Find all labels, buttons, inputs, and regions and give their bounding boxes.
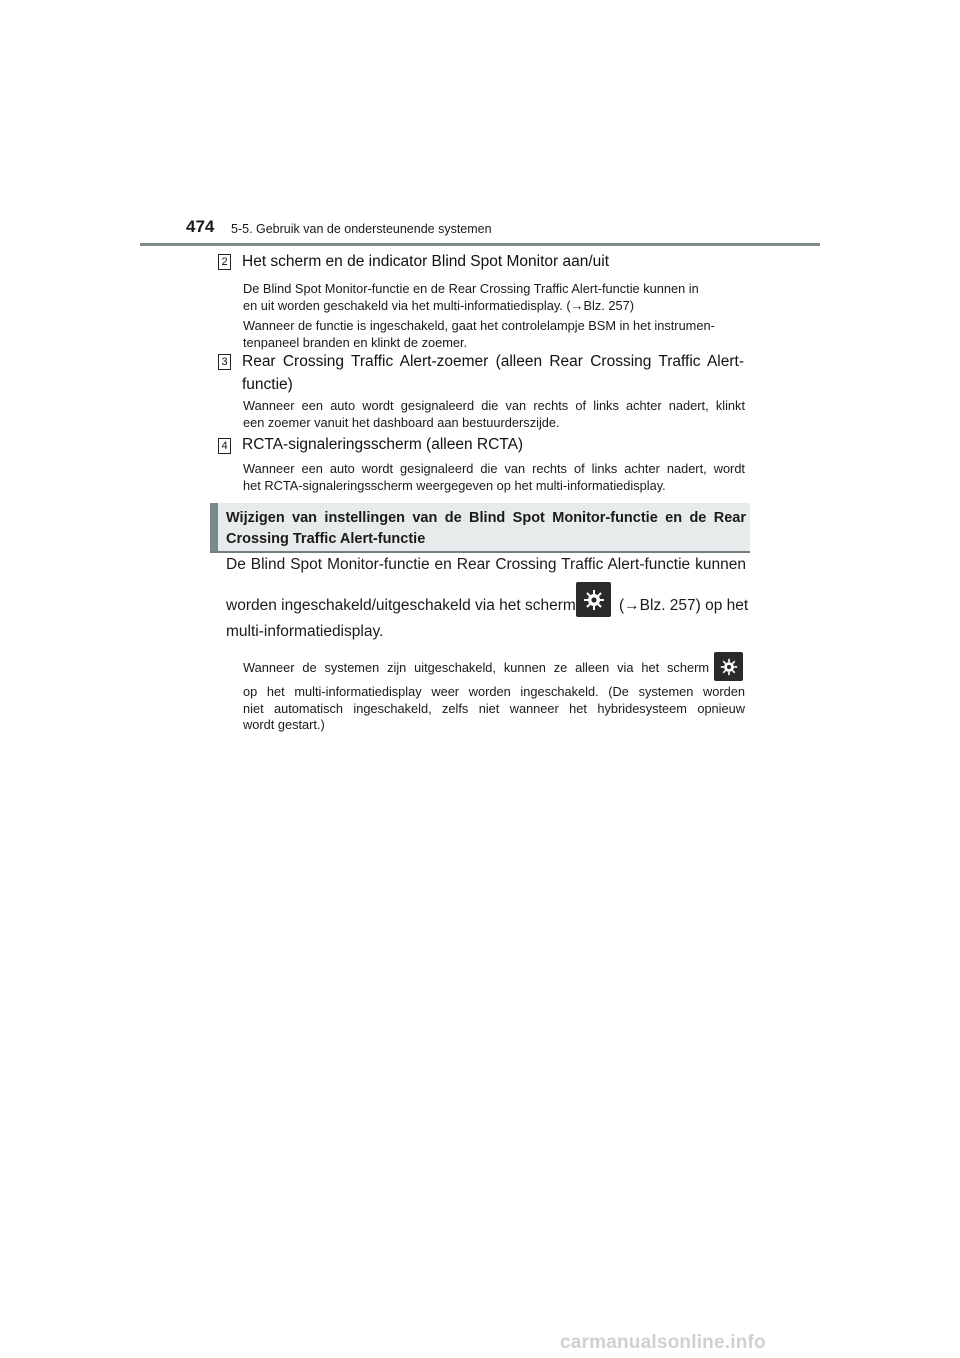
header-rule (140, 243, 820, 246)
page-number: 474 (186, 217, 215, 236)
settings-gear-icon (576, 582, 611, 617)
section-title (226, 508, 746, 550)
section-heading-bar (210, 503, 218, 551)
text-line: het RCTA-signaleringsscherm weergegeven op het multi-informatiedisplay. (243, 477, 666, 493)
note-text (243, 684, 745, 734)
settings-gear-icon (714, 652, 743, 681)
note-line: wordt gestart.) (243, 717, 325, 732)
item-2-text (243, 281, 745, 314)
item-number-2: 2 (218, 254, 231, 270)
item-3-title (242, 351, 744, 396)
title-line: Rear Crossing Traffic Alert-zoemer (alleen Rear Crossing Traffic Alert- (242, 353, 744, 370)
body-line-1: De Blind Spot Monitor-functie en Rear Crossing Traffic Alert-functie kunnen (226, 556, 746, 573)
body-line-2-pre: worden ingeschakeld/uitgeschakeld via het scherm (226, 597, 576, 614)
note-line: op het multi-informatiedisplay weer worden ingeschakeld. (De systemen worden (243, 684, 745, 699)
running-header: 5-5. Gebruik van de ondersteunende systemen (231, 222, 492, 236)
item-number-4: 4 (218, 438, 231, 454)
text-line: tenpaneel branden en klinkt de zoemer. (243, 334, 468, 350)
item-2-text-2 (243, 318, 745, 351)
item-3-text (243, 398, 745, 431)
item-number-3: 3 (218, 354, 231, 370)
title-line: functie) (242, 376, 293, 393)
watermark: carmanualsonline.info (560, 1332, 766, 1353)
text-line: Wanneer de functie is ingeschakeld, gaat het controlelampje BSM in het instrumen- (243, 318, 715, 333)
text-line: Wanneer een auto wordt gesignaleerd die van rechts of links achter nadert, klinkt (243, 398, 745, 413)
note-line: niet automatisch ingeschakeld, zelfs niet wanneer het hybridesysteem opnieuw (243, 700, 745, 716)
body-line-2-post: (→Blz. 257) op het (619, 597, 749, 614)
item-4-text (243, 461, 745, 494)
text-line: een zoemer vanuit het dashboard aan bestuurderszijde. (243, 414, 560, 430)
section-heading (210, 503, 750, 553)
section-title-line: Crossing Traffic Alert-functie (226, 531, 426, 547)
item-4-title: RCTA-signaleringsscherm (alleen RCTA) (242, 436, 524, 453)
body-line-3: multi-informatiedisplay. (226, 623, 384, 640)
section-title-line: Wijzigen van instellingen van de Blind Spot Monitor-functie en de Rear (226, 510, 746, 526)
text-line: en uit worden geschakeld via het multi-informatiedisplay. (→Blz. 257) (243, 297, 634, 313)
text-line: De Blind Spot Monitor-functie en de Rear Crossing Traffic Alert-functie kunnen in (243, 281, 699, 296)
note-line-1: Wanneer de systemen zijn uitgeschakeld, kunnen ze alleen via het scherm (243, 660, 709, 675)
text-line: Wanneer een auto wordt gesignaleerd die van rechts of links achter nadert, wordt (243, 461, 745, 476)
item-2-title: Het scherm en de indicator Blind Spot Monitor aan/uit (242, 253, 610, 270)
